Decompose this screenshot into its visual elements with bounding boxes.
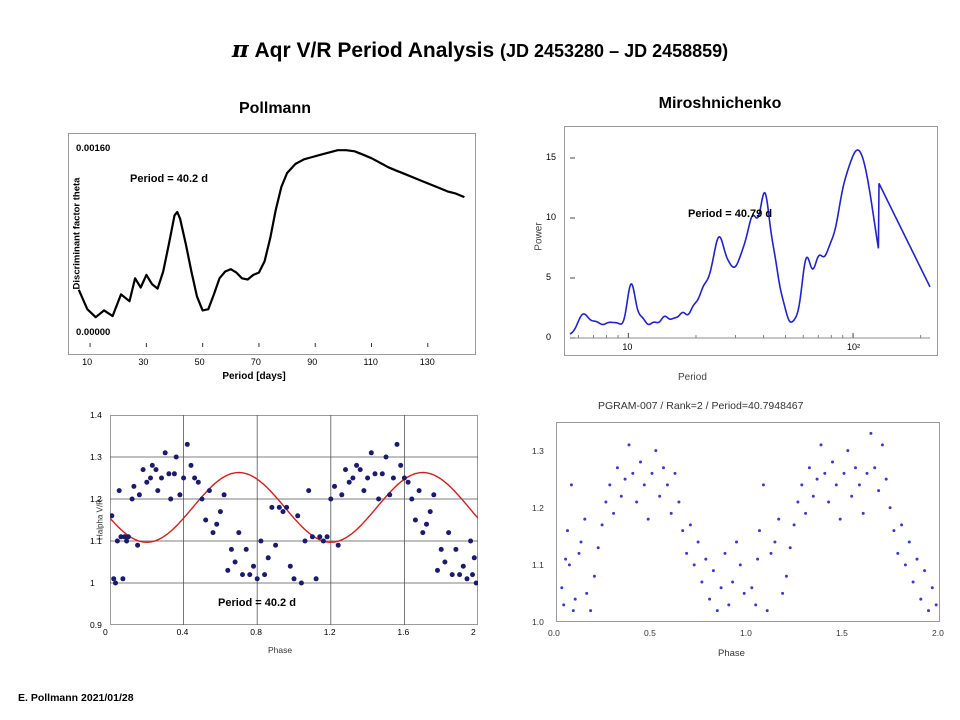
tick-label: 0 — [546, 332, 552, 342]
plot-area — [564, 126, 938, 356]
tick-label: 1.3 — [532, 445, 544, 456]
tick-label: 0.0 — [548, 628, 560, 638]
tick-label: 1.0 — [740, 628, 752, 638]
page-title — [0, 36, 960, 63]
plot-area — [68, 133, 476, 355]
annotation-period: Period = 40.2 d — [218, 597, 296, 609]
tick-label: 1.0 — [532, 617, 544, 627]
tick-label: 1.4 — [90, 410, 102, 420]
tick-label: 0.4 — [176, 627, 189, 637]
chart-pollmann-periodogram — [68, 133, 476, 382]
chart-miroshnichenko-phase — [518, 400, 942, 670]
tick-label: 90 — [307, 357, 318, 367]
tick-label: 30 — [138, 357, 149, 367]
tick-label: 50 — [194, 357, 205, 367]
y-axis-label: Discriminant factor theta — [71, 177, 83, 290]
tick-label: 0 — [103, 627, 108, 637]
tick-label: 1 — [90, 578, 95, 588]
tick-label: 2.0 — [932, 628, 944, 638]
chart-miroshnichenko-periodogram — [518, 126, 938, 383]
y-axis-label: Power — [533, 222, 545, 251]
tick-label: 1.6 — [397, 627, 410, 637]
page-title-main: Aqr V/R Period Analysis — [254, 39, 495, 62]
y-axis-label: Halpha V/R — [95, 499, 105, 540]
tick-label: 10 — [622, 342, 633, 352]
x-axis-label: Period — [678, 372, 707, 383]
tick-label: 1.3 — [90, 452, 102, 462]
tick-label: 10 — [82, 357, 93, 367]
annotation-period: Period = 40.2 d — [130, 173, 208, 185]
plot-area — [556, 422, 940, 622]
tick-label: 110 — [363, 357, 378, 367]
tick-label: 5 — [546, 272, 552, 282]
tick-label: 1.1 — [532, 559, 544, 570]
y-tick-top: 0.00160 — [76, 143, 111, 154]
plot-area — [110, 415, 478, 625]
tick-label: 15 — [546, 152, 557, 162]
tick-label: 10² — [847, 342, 861, 352]
tick-label: 1.5 — [836, 628, 848, 638]
tick-label: 1.2 — [323, 627, 336, 637]
tick-label: 130 — [419, 357, 435, 367]
y-tick-bottom: 0.00000 — [76, 327, 111, 338]
annotation-period: Period = 40.79 d — [688, 208, 773, 220]
panel-heading-pollmann: Pollmann — [238, 100, 311, 117]
tick-label: 0.8 — [250, 627, 263, 637]
chart-title: PGRAM-007 / Rank=2 / Period=40.7948467 — [598, 400, 804, 412]
x-axis-label: Phase — [718, 648, 745, 659]
chart-pollmann-phase — [68, 410, 478, 665]
tick-label: 70 — [250, 357, 261, 367]
tick-label: 1.2 — [532, 502, 544, 513]
panel-heading-miroshnichenko: Miroshnichenko — [658, 95, 782, 112]
x-axis-label: Phase — [268, 645, 293, 655]
x-axis-label: Period [days] — [222, 371, 286, 382]
tick-label: 2 — [471, 627, 476, 637]
tick-label: 0.5 — [644, 628, 656, 638]
footer-credit: E. Pollmann 2021/01/28 — [18, 692, 134, 704]
tick-label: 0.9 — [90, 620, 102, 630]
page-title-range: (JD 2453280 – JD 2458859) — [499, 41, 729, 61]
tick-label: 1.2 — [90, 494, 102, 504]
pi-symbol: π — [231, 36, 249, 63]
tick-label: 10 — [546, 212, 557, 222]
tick-label: 1.1 — [90, 536, 102, 546]
